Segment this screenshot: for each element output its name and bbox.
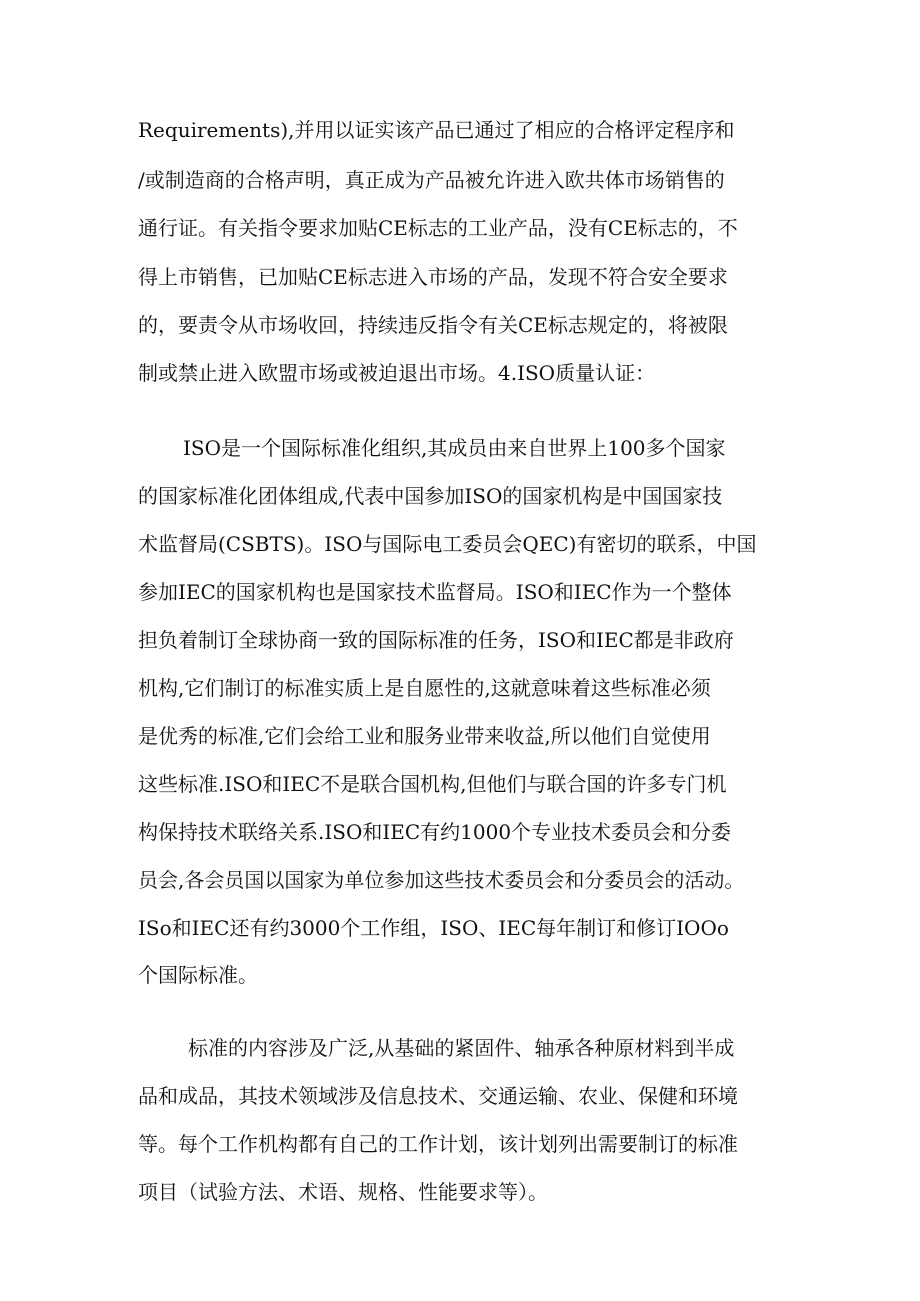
text-line: 品和成品，其技术领域涉及信息技术、交通运输、农业、保健和环境: [138, 1084, 738, 1108]
text-line: 这些标准.ISO和IEC不是联合国机构,但他们与联合国的许多专门机: [138, 772, 727, 796]
text-line: 个国际标准。: [138, 963, 258, 987]
text-line: 参加IEC的国家机构也是国家技术监督局。ISO和IEC作为一个整体: [138, 580, 732, 604]
text-line: /或制造商的合格声明，真正成为产品被允许进入欧共体市场销售的: [138, 168, 725, 192]
text-line: 担负着制订全球协商一致的国际标准的任务，ISO和IEC都是非政府: [138, 628, 734, 652]
text-line: 的国家标准化团体组成,代表中国参加ISO的国家机构是中国国家技: [138, 484, 723, 508]
text-line: 标准的内容涉及广泛,从基础的紧固件、轴承各种原材料到半成: [188, 1036, 735, 1060]
text-line: 机构,它们制订的标准实质上是自愿性的,这就意味着这些标准必须: [138, 676, 711, 700]
text-line: Requirements),并用以证实该产品已通过了相应的合格评定程序和: [138, 118, 735, 142]
text-line: 等。每个工作机构都有自己的工作计划，该计划列出需要制订的标准: [138, 1132, 738, 1156]
text-line: ISo和IEC还有约3000个工作组，ISO、IEC每年制订和修订IOOo: [138, 916, 729, 940]
text-line: ISO是一个国际标准化组织,其成员由来自世界上100多个国家: [183, 436, 726, 460]
text-line: 构保持技术联络关系.ISO和IEC有约1000个专业技术委员会和分委: [138, 820, 732, 844]
text-line: 术监督局(CSBTS)。ISO与国际电工委员会QEC)有密切的联系，中国: [138, 532, 757, 556]
text-line: 得上市销售，已加贴CE标志进入市场的产品，发现不符合安全要求: [138, 265, 728, 289]
text-line: 的，要责令从市场收回，持续违反指令有关CE标志规定的，将被限: [138, 313, 728, 337]
text-line: 通行证。有关指令要求加贴CE标志的工业产品，没有CE标志的，不: [138, 216, 738, 240]
text-line: 是优秀的标准,它们会给工业和服务业带来收益,所以他们自觉使用: [138, 724, 711, 748]
text-line: 员会,各会员国以国家为单位参加这些技术委员会和分委员会的活动。: [138, 868, 745, 892]
text-line: 制或禁止进入欧盟市场或被迫退出市场。4.ISO质量认证：: [138, 361, 656, 385]
text-line: 项目（试验方法、术语、规格、性能要求等）。: [138, 1180, 548, 1204]
